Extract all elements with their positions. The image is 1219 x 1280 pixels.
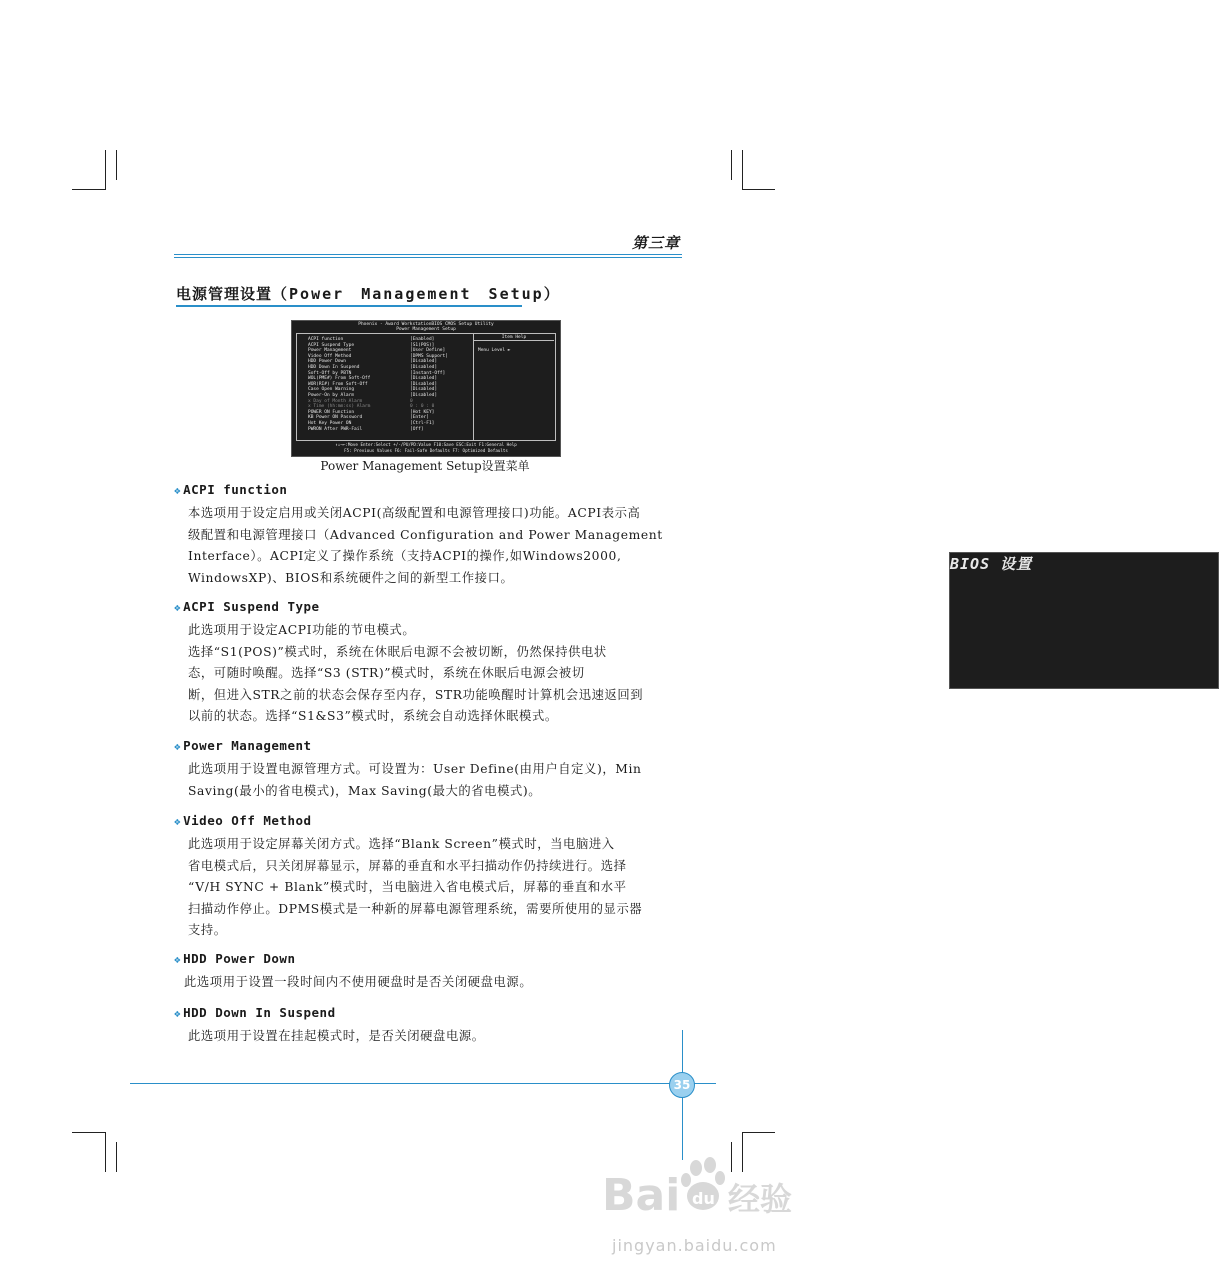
item-description-line: 此选项用于设定ACPI功能的节电模式。 — [188, 623, 416, 637]
item-title — [174, 482, 287, 497]
bios-row-value: [Enabled] — [410, 337, 435, 342]
item-description-line: 级配置和电源管理接口（Advanced Configuration and Power Management — [188, 527, 663, 542]
watermark-du: du — [692, 1189, 715, 1208]
item-title-text: Video Off Method — [183, 813, 312, 828]
diamond-bullet-icon: ❖ — [174, 484, 182, 497]
section-title — [176, 283, 561, 304]
item-title — [174, 1005, 336, 1020]
item-title — [174, 951, 295, 966]
bios-row-value: [S1(POS)] — [410, 342, 435, 348]
header-rule-2 — [174, 257, 682, 258]
item-description-line: 态，可随时唤醒。选择“S3 (STR)”模式时，系统在休眠后电源会被切 — [188, 666, 585, 681]
bios-row-value: [Enter] — [410, 415, 429, 421]
figure-caption: Power Management Setup设置菜单 — [320, 459, 530, 473]
section-title-cn: 电源管理设置 — [176, 285, 273, 303]
item-description-line: 扫描动作停止。DPMS模式是一种新的屏幕电源管理系统，需要所使用的显示器 — [188, 901, 643, 916]
bios-row-label: x Time (hh:mm:ss) Alarm — [308, 404, 371, 410]
diamond-bullet-icon: ❖ — [174, 601, 182, 614]
bios-row-label: POWER ON Function — [308, 409, 355, 415]
item-description-line: WindowsXP)、BIOS和系统硬件之间的新型工作接口。 — [188, 570, 514, 585]
header-rule — [174, 254, 682, 255]
bios-row-label: HDD Power Down — [308, 359, 346, 365]
chapter-number: 第三章 — [631, 234, 680, 252]
bios-title: Phoenix - Award WorkstationBIOS CMOS Setup Utility — [358, 322, 494, 327]
bios-row-value: [Off] — [410, 426, 424, 432]
bios-row-label: Soft-Off by PBTN — [308, 370, 352, 376]
bios-row-label: Power-On by Alarm — [308, 393, 355, 398]
item-description-line: 此选项用于设置一段时间内不使用硬盘时是否关闭硬盘电源。 — [184, 975, 533, 989]
item-description-line: 此选项用于设定屏幕关闭方式。选择“Blank Screen”模式时，当电脑进入 — [188, 837, 615, 851]
bios-row-value: [Instant-Off] — [410, 370, 446, 376]
bios-footer-1: ↑↓→←:Move Enter:Select +/-/PU/PD:Value F10:Save ESC:Exit F1:General Help — [335, 442, 517, 447]
bios-row-label: ACPI function — [308, 337, 344, 342]
item-title-text: HDD Down In Suspend — [183, 1005, 336, 1020]
item-description-line: “V/H SYNC + Blank”模式时，当电脑进入省电模式后，屏幕的垂直和水平 — [188, 880, 627, 895]
page-number: 35 — [669, 1072, 695, 1098]
item-description-line: Saving(最小的省电模式)，Max Saving(最大的省电模式)。 — [188, 783, 542, 798]
bios-row-value: 0 : 0 : 0 — [410, 404, 435, 410]
watermark-url: jingyan.baidu.com — [612, 1236, 777, 1255]
bios-row-label: ACPI Suspend Type — [308, 342, 355, 348]
bios-row-value: [Disabled] — [410, 393, 438, 398]
bios-row-label: PWRON After PWR-Fail — [308, 426, 363, 432]
chapter-header — [631, 232, 1033, 573]
bios-row-value: [Disabled] — [410, 381, 438, 387]
item-description-line: 省电模式后，只关闭屏幕显示，屏幕的垂直和水平扫描动作仍持续进行。选择 — [188, 858, 627, 873]
bios-row-value: [Disabled] — [410, 387, 438, 393]
item-title-text: ACPI function — [183, 482, 288, 497]
item-title-text: Power Management — [183, 738, 312, 753]
bios-row-label: KB Power ON Password — [308, 415, 363, 421]
bios-row-value: [Disabled] — [410, 365, 438, 370]
item-description-line: 选择“S1(POS)”模式时，系统在休眠后电源不会被切断，仍然保持供电状 — [188, 644, 607, 659]
item-description-line: 此选项用于设置电源管理方式。可设置为：User Define(由用户自定义)，Min — [188, 762, 642, 776]
bios-row-label: WOR(RI#) From Soft-Off — [308, 381, 368, 387]
bios-help-menu-level: Menu Level ► — [478, 348, 511, 353]
bios-row-label: Power Management — [308, 348, 352, 354]
bios-divider — [473, 333, 474, 440]
bios-row-value: [Hot KEY] — [410, 409, 435, 415]
bios-footer-2: F5: Previous Values F6: Fail-Safe Defaults F7: Optimized Defaults — [344, 448, 508, 453]
bios-row-label: Video Off Method — [308, 353, 352, 359]
bios-help-title: Item Help — [501, 335, 527, 340]
watermark-bai: Bai — [602, 1170, 681, 1221]
bios-row-value: [Disabled] — [410, 359, 438, 365]
watermark-cn: 经验 — [728, 1180, 793, 1218]
bios-row-value: [DPMS Support] — [410, 353, 448, 359]
bios-row-label: WOL(PME#) From Soft-Off — [308, 376, 371, 382]
item-description-line: 此选项用于设置在挂起模式时，是否关闭硬盘电源。 — [188, 1029, 485, 1043]
bios-subtitle: Power Management Setup — [396, 327, 456, 332]
item-description-line: 断，但进入STR之前的状态会保存至内存，STR功能唤醒时计算机会迅速返回到 — [188, 687, 644, 702]
item-title — [174, 813, 312, 828]
item-title — [174, 599, 320, 614]
item-title — [174, 738, 312, 753]
baidu-watermark-logo — [600, 1148, 800, 1228]
diamond-bullet-icon: ❖ — [174, 815, 182, 828]
bios-row-value: [Disabled] — [410, 376, 438, 382]
bios-help-rule — [474, 340, 554, 341]
diamond-bullet-icon: ❖ — [174, 740, 182, 753]
footer-rule — [130, 1083, 716, 1084]
section-title-underline — [176, 305, 522, 307]
item-description-line: 以前的状态。选择“S1&S3”模式时，系统会自动选择休眠模式。 — [188, 709, 558, 724]
diamond-bullet-icon: ❖ — [174, 1007, 182, 1020]
item-description-line: Interface）。ACPI定义了操作系统（支持ACPI的操作,如Windows2000, — [188, 549, 622, 564]
bios-row-label: x Day of Month Alarm — [308, 398, 363, 404]
bios-row-value: 0 — [410, 398, 413, 404]
section-title-en: （Power Management Setup） — [272, 285, 561, 303]
chapter-subject: BIOS 设置 — [949, 552, 1219, 689]
bios-row-label: Case Open Warning — [308, 387, 355, 393]
item-title-text: ACPI Suspend Type — [183, 599, 320, 614]
item-title-text: HDD Power Down — [183, 951, 296, 966]
bios-row-value: [User Define] — [410, 348, 446, 354]
bios-row-label: HDD Down In Suspend — [308, 365, 360, 370]
bios-screenshot — [291, 320, 561, 457]
item-description-line: 本选项用于设定启用或关闭ACPI(高级配置和电源管理接口)功能。ACPI表示高 — [188, 506, 641, 520]
bios-row-value: [Ctrl-F1] — [410, 421, 435, 426]
bios-row-label: Hot Key Power ON — [308, 421, 352, 426]
diamond-bullet-icon: ❖ — [174, 953, 182, 966]
item-description-line: 支持。 — [188, 923, 227, 938]
